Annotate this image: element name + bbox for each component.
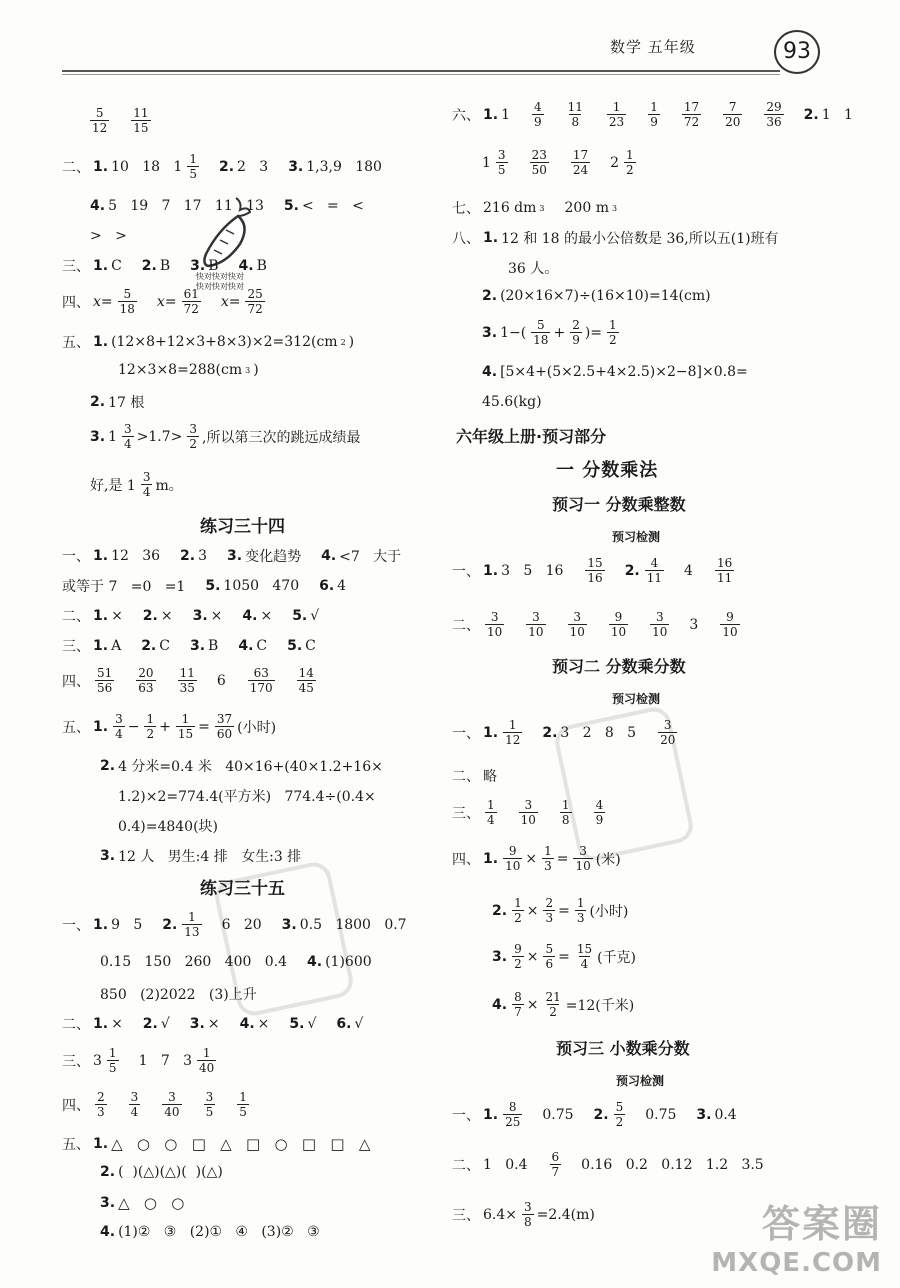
left-line-5: 四、 x= $\frac{5}{18}$ x= $\frac{61}{72}$ x= $\frac{25}{72}$ <box>62 287 263 316</box>
left-line-14: 三、 1. A 2. C 3. B 4. C 5. C <box>62 638 316 655</box>
right-line-8: 45.6(kg) <box>482 394 542 410</box>
left-line-18: 1.2)×2=774.4(平方米) 774.4÷(0.4× <box>118 789 376 805</box>
left-line-27: 五、 1. △ ○ ○ □ △ □ ○ □ □ △ <box>62 1135 371 1153</box>
left-line-11: 一、 1. 12 36 2. 3 3. 变化趋势 4. <7 大于 <box>62 548 402 565</box>
right-line-19: 二、 1 0.4 $\frac{6}{7}$ 0.16 0.2 0.12 1.2 3.5 <box>452 1150 764 1179</box>
page-number: 93 <box>774 30 820 74</box>
right-line-7: 4. [5×4+(5×2.5+4×2.5)×2−8]×0.8= <box>482 364 748 380</box>
right-line-2: 七、 216 dm 3 200 m 3 <box>452 200 618 217</box>
left-line-17: 2. 4 分米=0.4 米 40×16+(40×1.2+16× <box>100 758 383 775</box>
right-line-11: 一、 1. $\frac{1}{12}$ 2. 3 2 8 5 $\frac{3}{20}$ <box>452 718 676 747</box>
right-line-17: 4. $\frac{8}{7}$ × $\frac{21}{2}$ =12(千米) <box>492 990 635 1019</box>
preview-1-title: 预习一 分数乘整数 <box>552 495 686 514</box>
left-line-7: 12×3×8=288(cm 3 ) <box>118 362 259 378</box>
watermark-line-1: 答案圈 <box>761 1202 882 1246</box>
left-line-1: 二、 1. 10 18 1 $\frac{1}{5}$ 2. 2 3 3. 1,3,9 180 <box>62 152 382 181</box>
left-line-23: 850 (2)2022 (3)上升 <box>100 987 257 1003</box>
unit-title: 一 分数乘法 <box>556 460 659 481</box>
right-line-15: 2. $\frac{1}{2}$ × $\frac{2}{3}$ = $\frac{1}{3}$ (小时) <box>492 896 629 925</box>
header-rule-thin <box>62 74 780 75</box>
preview-3-title: 预习三 小数乘分数 <box>556 1039 690 1058</box>
header-subject-grade: 数学 五年级 <box>610 38 696 56</box>
left-line-30: 4. (1)② ③ (2)① ④ (3)② ③ <box>100 1224 320 1240</box>
right-line-10: 二、 $\frac{3}{10}$ $\frac{3}{10}$ $\frac{3}{10}$ $\frac{9}{10}$ $\frac{3}{10}$ 3 $\frac{9}{10}$ <box>452 610 738 639</box>
right-line-4: 36 人。 <box>508 261 559 277</box>
left-line-22: 0.15 150 260 400 0.4 4. (1)600 <box>100 954 372 970</box>
left-line-3: > > <box>90 228 127 244</box>
left-line-25: 三、 3 $\frac{1}{5}$ 1 7 3 $\frac{1}{40}$ <box>62 1046 215 1075</box>
section-title-34: 练习三十四 <box>200 517 285 537</box>
right-line-9: 一、 1. 3 5 16 $\frac{15}{16}$ 2. $\frac{4}{11}$ 4 $\frac{16}{11}$ <box>452 556 733 585</box>
preview-2-title: 预习二 分数乘分数 <box>552 657 686 676</box>
left-line-9: 3. 1 $\frac{3}{4}$ >1.7> $\frac{3}{2}$ ,所以第三次的跳远成绩最 <box>90 422 361 451</box>
watermark-logo <box>711 1193 882 1278</box>
preview-2-check: 预习检测 <box>612 692 661 706</box>
right-line-13: 三、 $\frac{1}{4}$ $\frac{3}{10}$ $\frac{1}{8}$ $\frac{4}{9}$ <box>452 798 604 827</box>
left-line-26: 四、 $\frac{2}{3}$ $\frac{3}{4}$ $\frac{3}{40}$ $\frac{3}{5}$ $\frac{1}{5}$ <box>62 1090 247 1119</box>
left-line-10: 好,是 1 $\frac{3}{4}$ m。 <box>90 470 183 499</box>
right-line-16: 3. $\frac{9}{2}$ × $\frac{5}{6}$ = $\frac{15}{4}$ (千克) <box>492 942 637 971</box>
left-line-21: 一、 1. 9 5 2. $\frac{1}{13}$ 6 20 3. 0.5 1800 0.7 <box>62 910 407 939</box>
left-line-20: 3. 12 人 男生:4 排 女生:3 排 <box>100 848 302 865</box>
right-line-0: 六、 1. 1 $\frac{4}{9}$ $\frac{11}{8}$ $\frac{1}{23}$ $\frac{1}{9}$ $\frac{17}{72}$ $\frac{7}{20}$ $\frac{29}{36}$ 2. 1 1 <box>452 100 853 129</box>
fraction: $\frac{11}{15}$ <box>133 106 149 135</box>
right-line-5: 2. (20×16×7)÷(16×10)=14(cm) <box>482 288 711 304</box>
left-line-8: 2. 17 根 <box>90 394 145 411</box>
left-line-19: 0.4)=4840(块) <box>118 819 219 835</box>
part-title: 六年级上册·预习部分 <box>456 427 607 446</box>
left-line-15: 四、 $\frac{51}{56}$ $\frac{20}{63}$ $\frac{11}{35}$ 6 $\frac{63}{170}$ $\frac{14}{45}$ <box>62 666 314 695</box>
watermark-line-2: MXQE.COM <box>711 1248 882 1278</box>
left-line-16: 五、 1. $\frac{3}{4}$ − $\frac{1}{2}$ + $\frac{1}{15}$ = $\frac{37}{60}$ (小时) <box>62 712 277 741</box>
fraction: $\frac{5}{12}$ <box>92 106 108 135</box>
header-rule <box>62 70 780 72</box>
stamp-note: 快对快对快对 快对快对快对 <box>196 272 244 291</box>
left-line-29: 3. △ ○ ○ <box>100 1194 185 1212</box>
left-line-12: 或等于 7 =0 =1 5. 1050 470 6. 4 <box>62 578 347 595</box>
right-line-3: 八、 1. 12 和 18 的最小公倍数是 36,所以五(1)班有 <box>452 230 779 247</box>
left-line-2: 4. 5 19 7 17 11 13 5. < = < <box>90 198 364 214</box>
preview-1-check: 预习检测 <box>612 530 661 544</box>
right-line-1: 1 $\frac{3}{5}$ $\frac{23}{50}$ $\frac{17}{24}$ 2 $\frac{1}{2}$ <box>482 148 634 177</box>
right-line-12: 二、 略 <box>452 769 497 785</box>
right-line-14: 四、 1. $\frac{9}{10}$ × $\frac{1}{3}$ = $\frac{3}{10}$ (米) <box>452 844 621 873</box>
section-title-35: 练习三十五 <box>200 879 285 899</box>
left-line-4: 三、 1. C 2. B 3. B 4. B <box>62 258 267 275</box>
left-line-6: 五、 1. (12×8+12×3+8×3)×2=312(cm 2 ) <box>62 334 355 351</box>
left-line-24: 二、 1. × 2. √ 3. × 4. × 5. √ 6. √ <box>62 1016 364 1033</box>
preview-3-check: 预习检测 <box>616 1074 665 1088</box>
left-line-28: 2. ( )(△)(△)( )(△) <box>100 1164 223 1180</box>
left-line-13: 二、 1. × 2. × 3. × 4. × 5. √ <box>62 608 320 625</box>
right-line-6: 3. 1−( $\frac{5}{18}$ + $\frac{2}{9}$ )= $\frac{1}{2}$ <box>482 318 617 347</box>
right-line-20: 三、 6.4× $\frac{3}{8}$ =2.4(m) <box>452 1200 595 1229</box>
left-line-0 <box>88 106 154 135</box>
right-line-18: 一、 1. $\frac{8}{25}$ 0.75 2. $\frac{5}{2}$ 0.75 3. 0.4 <box>452 1100 737 1129</box>
